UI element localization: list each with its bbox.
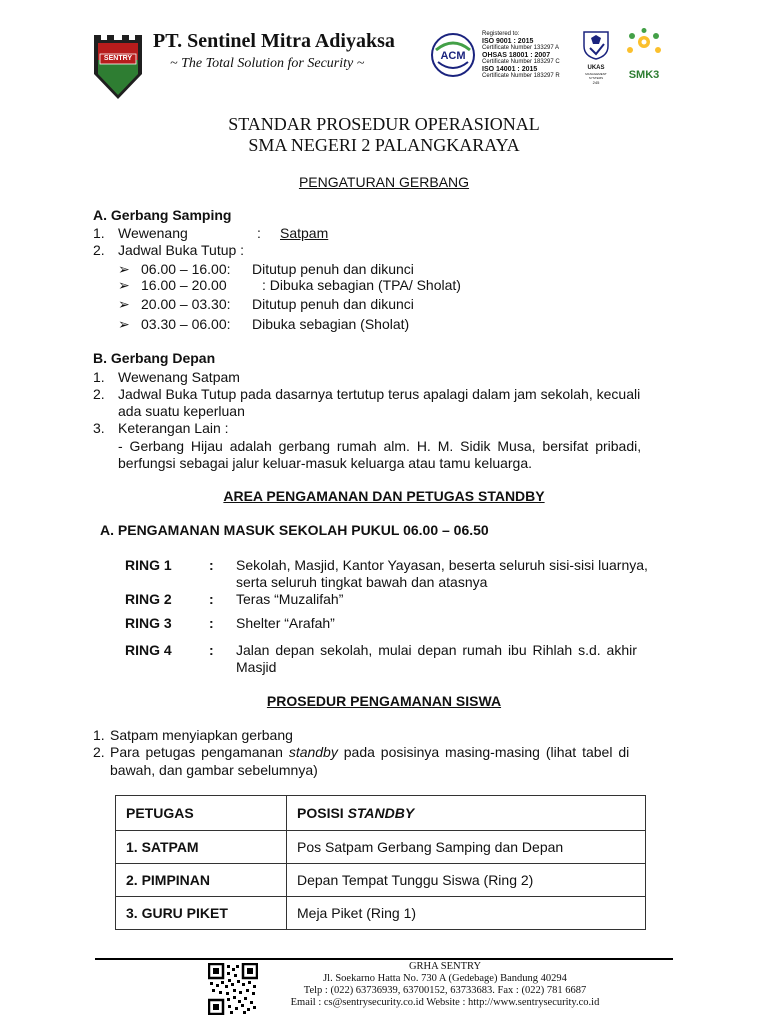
step2-post: pada posisinya masing-masing (lihat tabel di: [337, 744, 630, 760]
iso-9001-cert: Certificate Number 133297 A: [482, 45, 560, 51]
arrow-bullet-icon: ➢: [118, 261, 130, 277]
step2-pre: Para petugas pengamanan: [110, 744, 289, 760]
list-number: 1.: [93, 225, 105, 241]
depan-item2-line1: Jadwal Buka Tutup pada dasarnya tertutup terus apalagi dalam jam sekolah, kecuali: [118, 386, 641, 402]
petugas-cell: 3. GURU PIKET: [116, 897, 287, 930]
keterangan-line1: - Gerbang Hijau adalah gerbang rumah alm. H. M. Sidik Musa, bersifat pribadi,: [118, 438, 642, 454]
ukas-text: UKAS: [587, 65, 605, 71]
header-posisi-pre: POSISI: [297, 805, 348, 821]
iso-9001: ISO 9001 : 2015: [482, 38, 534, 45]
iso-14001-cert: Certificate Number 183297 R: [482, 73, 560, 79]
ring-desc: Shelter “Arafah”: [236, 615, 335, 631]
table-header-petugas: PETUGAS: [116, 796, 287, 831]
ring-desc: Jalan depan sekolah, mulai depan rumah ibu Rihlah s.d. akhir: [236, 642, 637, 658]
petugas-cell: 2. PIMPINAN: [116, 864, 287, 897]
ukas-logo: [580, 30, 612, 85]
ohsas-18001-cert: Certificate Number 183297 C: [482, 59, 560, 65]
ring-label: RING 2: [125, 591, 172, 607]
schedule-time: 06.00 – 16.00:: [141, 261, 231, 277]
ring-colon: :: [209, 591, 214, 607]
section-heading-gerbang: PENGATURAN GERBANG: [298, 174, 470, 190]
schedule-time: 03.30 – 06.00:: [141, 316, 231, 332]
company-name: PT. Sentinel Mitra Adiyaksa: [153, 30, 395, 52]
posisi-cell: Depan Tempat Tunggu Siswa (Ring 2): [287, 864, 646, 897]
petugas-cell: 1. SATPAM: [116, 831, 287, 864]
company-tagline: ~ The Total Solution for Security ~: [170, 56, 365, 71]
petugas-table: [115, 795, 646, 930]
depan-item1: Wewenang Satpam: [118, 369, 240, 385]
ohsas-18001: OHSAS 18001 : 2007: [482, 52, 551, 59]
schedule-desc: Dibuka sebagian (Sholat): [252, 316, 410, 332]
ring-desc-cont: serta seluruh tingkat bawah dan atasnya: [236, 574, 488, 590]
wewenang-label: Wewenang: [118, 225, 188, 241]
list-number: 1.: [93, 369, 105, 385]
ring-colon: :: [209, 557, 214, 573]
list-number: 2.: [93, 386, 105, 402]
table-header-posisi: [287, 796, 646, 831]
keterangan-line2: berfungsi sebagai jalur keluar-masuk keluarga atau tamu keluarga.: [118, 455, 533, 471]
wewenang-colon: :: [257, 225, 261, 241]
doc-title-line2: SMA NEGERI 2 PALANGKARAYA: [248, 135, 520, 155]
acm-text: ACM: [440, 50, 466, 62]
jadwal-label: Jadwal Buka Tutup :: [118, 242, 245, 258]
ring-colon: :: [209, 615, 214, 631]
posisi-cell: Pos Satpam Gerbang Samping dan Depan: [287, 831, 646, 864]
header-posisi-em: STANDBY: [347, 805, 415, 821]
smk3-logo: [620, 28, 668, 80]
iso-14001: ISO 14001 : 2015: [482, 66, 538, 73]
footer-office: GRHA SENTRY: [408, 961, 482, 972]
schedule-desc: : Dibuka sebagian (TPA/ Sholat): [262, 277, 461, 293]
registered-label: Registered to:: [482, 31, 520, 37]
footer-address: Jl. Soekarno Hatta No. 730 A (Gedebage) Bandung 40294: [323, 973, 567, 984]
arrow-bullet-icon: ➢: [118, 316, 130, 332]
smk3-text: SMK3: [628, 69, 660, 81]
keterangan-label: Keterangan Lain :: [118, 420, 229, 436]
list-number: 2.: [93, 744, 105, 760]
arrow-bullet-icon: ➢: [118, 296, 130, 312]
table-row: [116, 897, 646, 930]
wewenang-value: Satpam: [280, 225, 329, 241]
list-number: 2.: [93, 242, 105, 258]
schedule-time: 20.00 – 03.30:: [141, 296, 231, 312]
ring-colon: :: [209, 642, 214, 658]
ring-desc-cont: Masjid: [236, 659, 277, 675]
prosedur-step2-line2: bawah, dan gambar sebelumnya): [110, 762, 318, 778]
table-row: [116, 864, 646, 897]
arrow-bullet-icon: ➢: [118, 277, 130, 293]
acm-logo: [430, 32, 476, 78]
ring-desc: Teras “Muzalifah”: [236, 591, 344, 607]
section-heading-prosedur: PROSEDUR PENGAMANAN SISWA: [266, 693, 502, 709]
prosedur-step2-line1: [110, 744, 629, 761]
ring-label: RING 4: [125, 642, 172, 658]
posisi-cell: Meja Piket (Ring 1): [287, 897, 646, 930]
ukas-number: 245: [592, 80, 600, 85]
footer-email: Email : cs@sentrysecurity.co.id Website : http://www.sentrysecurity.co.id: [290, 997, 600, 1008]
ring-desc: Sekolah, Masjid, Kantor Yayasan, beserta seluruh sisi-sisi luarnya,: [236, 557, 648, 573]
gerbang-samping-title: A. Gerbang Samping: [93, 207, 232, 223]
schedule-desc: Ditutup penuh dan dikunci: [252, 296, 414, 312]
prosedur-step1: Satpam menyiapkan gerbang: [110, 727, 293, 743]
doc-title-line1: STANDAR PROSEDUR OPERASIONAL: [228, 114, 540, 134]
footer-divider: [95, 958, 673, 960]
footer-phone: Telp : (022) 63736939, 63700152, 63733683. Fax : (022) 781 6687: [303, 985, 587, 996]
section-heading-area: AREA PENGAMANAN DAN PETUGAS STANDBY: [223, 488, 545, 504]
list-number: 1.: [93, 727, 105, 743]
depan-item2-line2: ada suatu keperluan: [118, 403, 245, 419]
area-subheading: A. PENGAMANAN MASUK SEKOLAH PUKUL 06.00 – 06.50: [100, 522, 489, 538]
table-row: [116, 831, 646, 864]
schedule-desc: Ditutup penuh dan dikunci: [252, 261, 414, 277]
list-number: 3.: [93, 420, 105, 436]
company-logo: [93, 34, 143, 100]
table-header-row: [116, 796, 646, 831]
gerbang-depan-title: B. Gerbang Depan: [93, 350, 216, 366]
ring-label: RING 1: [125, 557, 172, 573]
ring-label: RING 3: [125, 615, 172, 631]
schedule-time: 16.00 – 20.00: [141, 277, 227, 293]
logo-text: SENTRY: [103, 55, 133, 62]
step2-em: standby: [288, 744, 338, 760]
iso-certificates: [482, 31, 582, 80]
ukas-sub: MANAGEMENT SYSTEMS: [585, 72, 607, 80]
